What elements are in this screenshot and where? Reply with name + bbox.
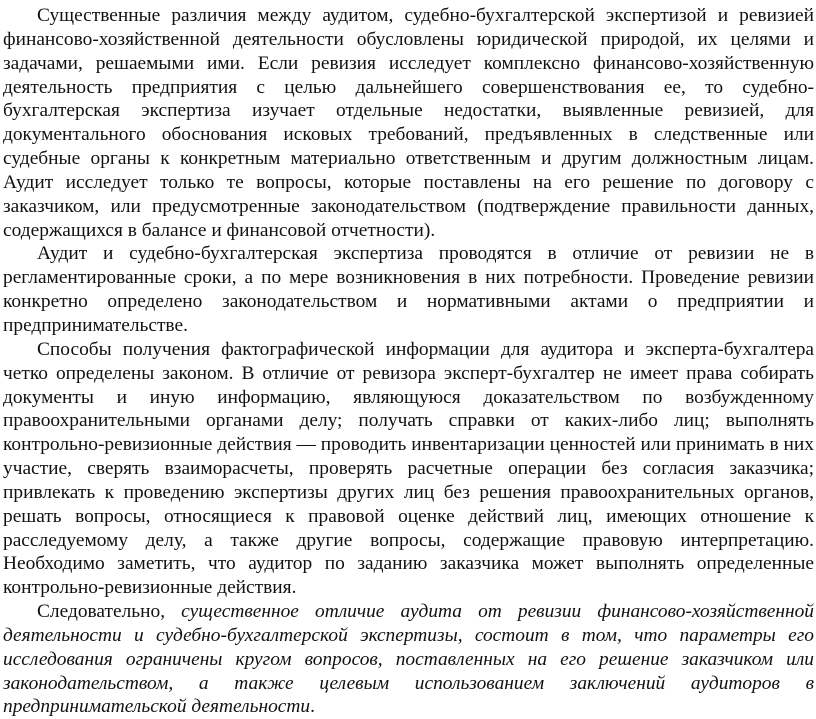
paragraph-differences: Существенные различия между аудитом, судебно-бухгалтерской экспертизой и ревизией финансово-хозяйственной деятельности обусловлены юридической природой, их целями и задачами, решаемыми ими. Если ревизия исследует комплексно финансово-хозяйственную деятельность предприятия с целью дальнейшего совершенствования ее, то судебно-бухгалтерская экспертиза изучает отдельные недостатки, выявленные ревизией, для документального обоснования исковых требований, предъявленных в следственные или судебные органы к конкретным материально ответственным и другим должностным лицам. Аудит исследует только те вопросы, которые поставлены на его решение по договору с заказчиком, или предусмотренные законодательством (подтверждение правильности данных, содержащихся в балансе и финансовой отчетности). (3, 5, 814, 241)
paragraph-timing: Аудит и судебно-бухгалтерская экспертиза проводятся в отличие от ревизии не в регламентированные сроки, а по мере возникновения в них потребности. Проведение ревизии конкретно определено законодательством и нормативными актами о предприятии и предпринимательстве. (3, 243, 814, 336)
conclusion-lead: Следовательно, (37, 601, 166, 623)
conclusion-end: . (310, 696, 315, 718)
conclusion-emphasis: существенное отличие аудита от ревизии финансово-хозяйственной деятельности и судебно-бухгалтерской экспертизы, состоит в том, что параметры его исследования ограничены кругом вопросов, поставленных на его решение заказчиком или законодательством, а также целевым использованием заключений аудиторов в предпринимательской деятельности (3, 601, 814, 718)
paragraph-conclusion (3, 600, 814, 719)
paragraph-information-methods: Способы получения фактографической информации для аудитора и эксперта-бухгалтера четко определены законом. В отличие от ревизора эксперт-бухгалтер не имеет права собирать документы и иную информацию, являющуюся доказательством по возбужденному правоохранительными органами делу; получать справки от каких-либо лиц; выполнять контрольно-ревизионные действия — проводить инвентаризации ценностей или принимать в них участие, сверять взаиморасчеты, проверять расчетные операции без согласия заказчика; привлекать к проведению экспертизы других лиц без решения правоохранительных органов, решать вопросы, относящиеся к правовой оценке действий лиц, имеющих отношение к расследуемому делу, а также другие вопросы, содержащие правовую интерпретацию. Необходимо заметить, что аудитор по заданию заказчика может выполнять определенные контрольно-ревизионные действия. (3, 338, 814, 599)
